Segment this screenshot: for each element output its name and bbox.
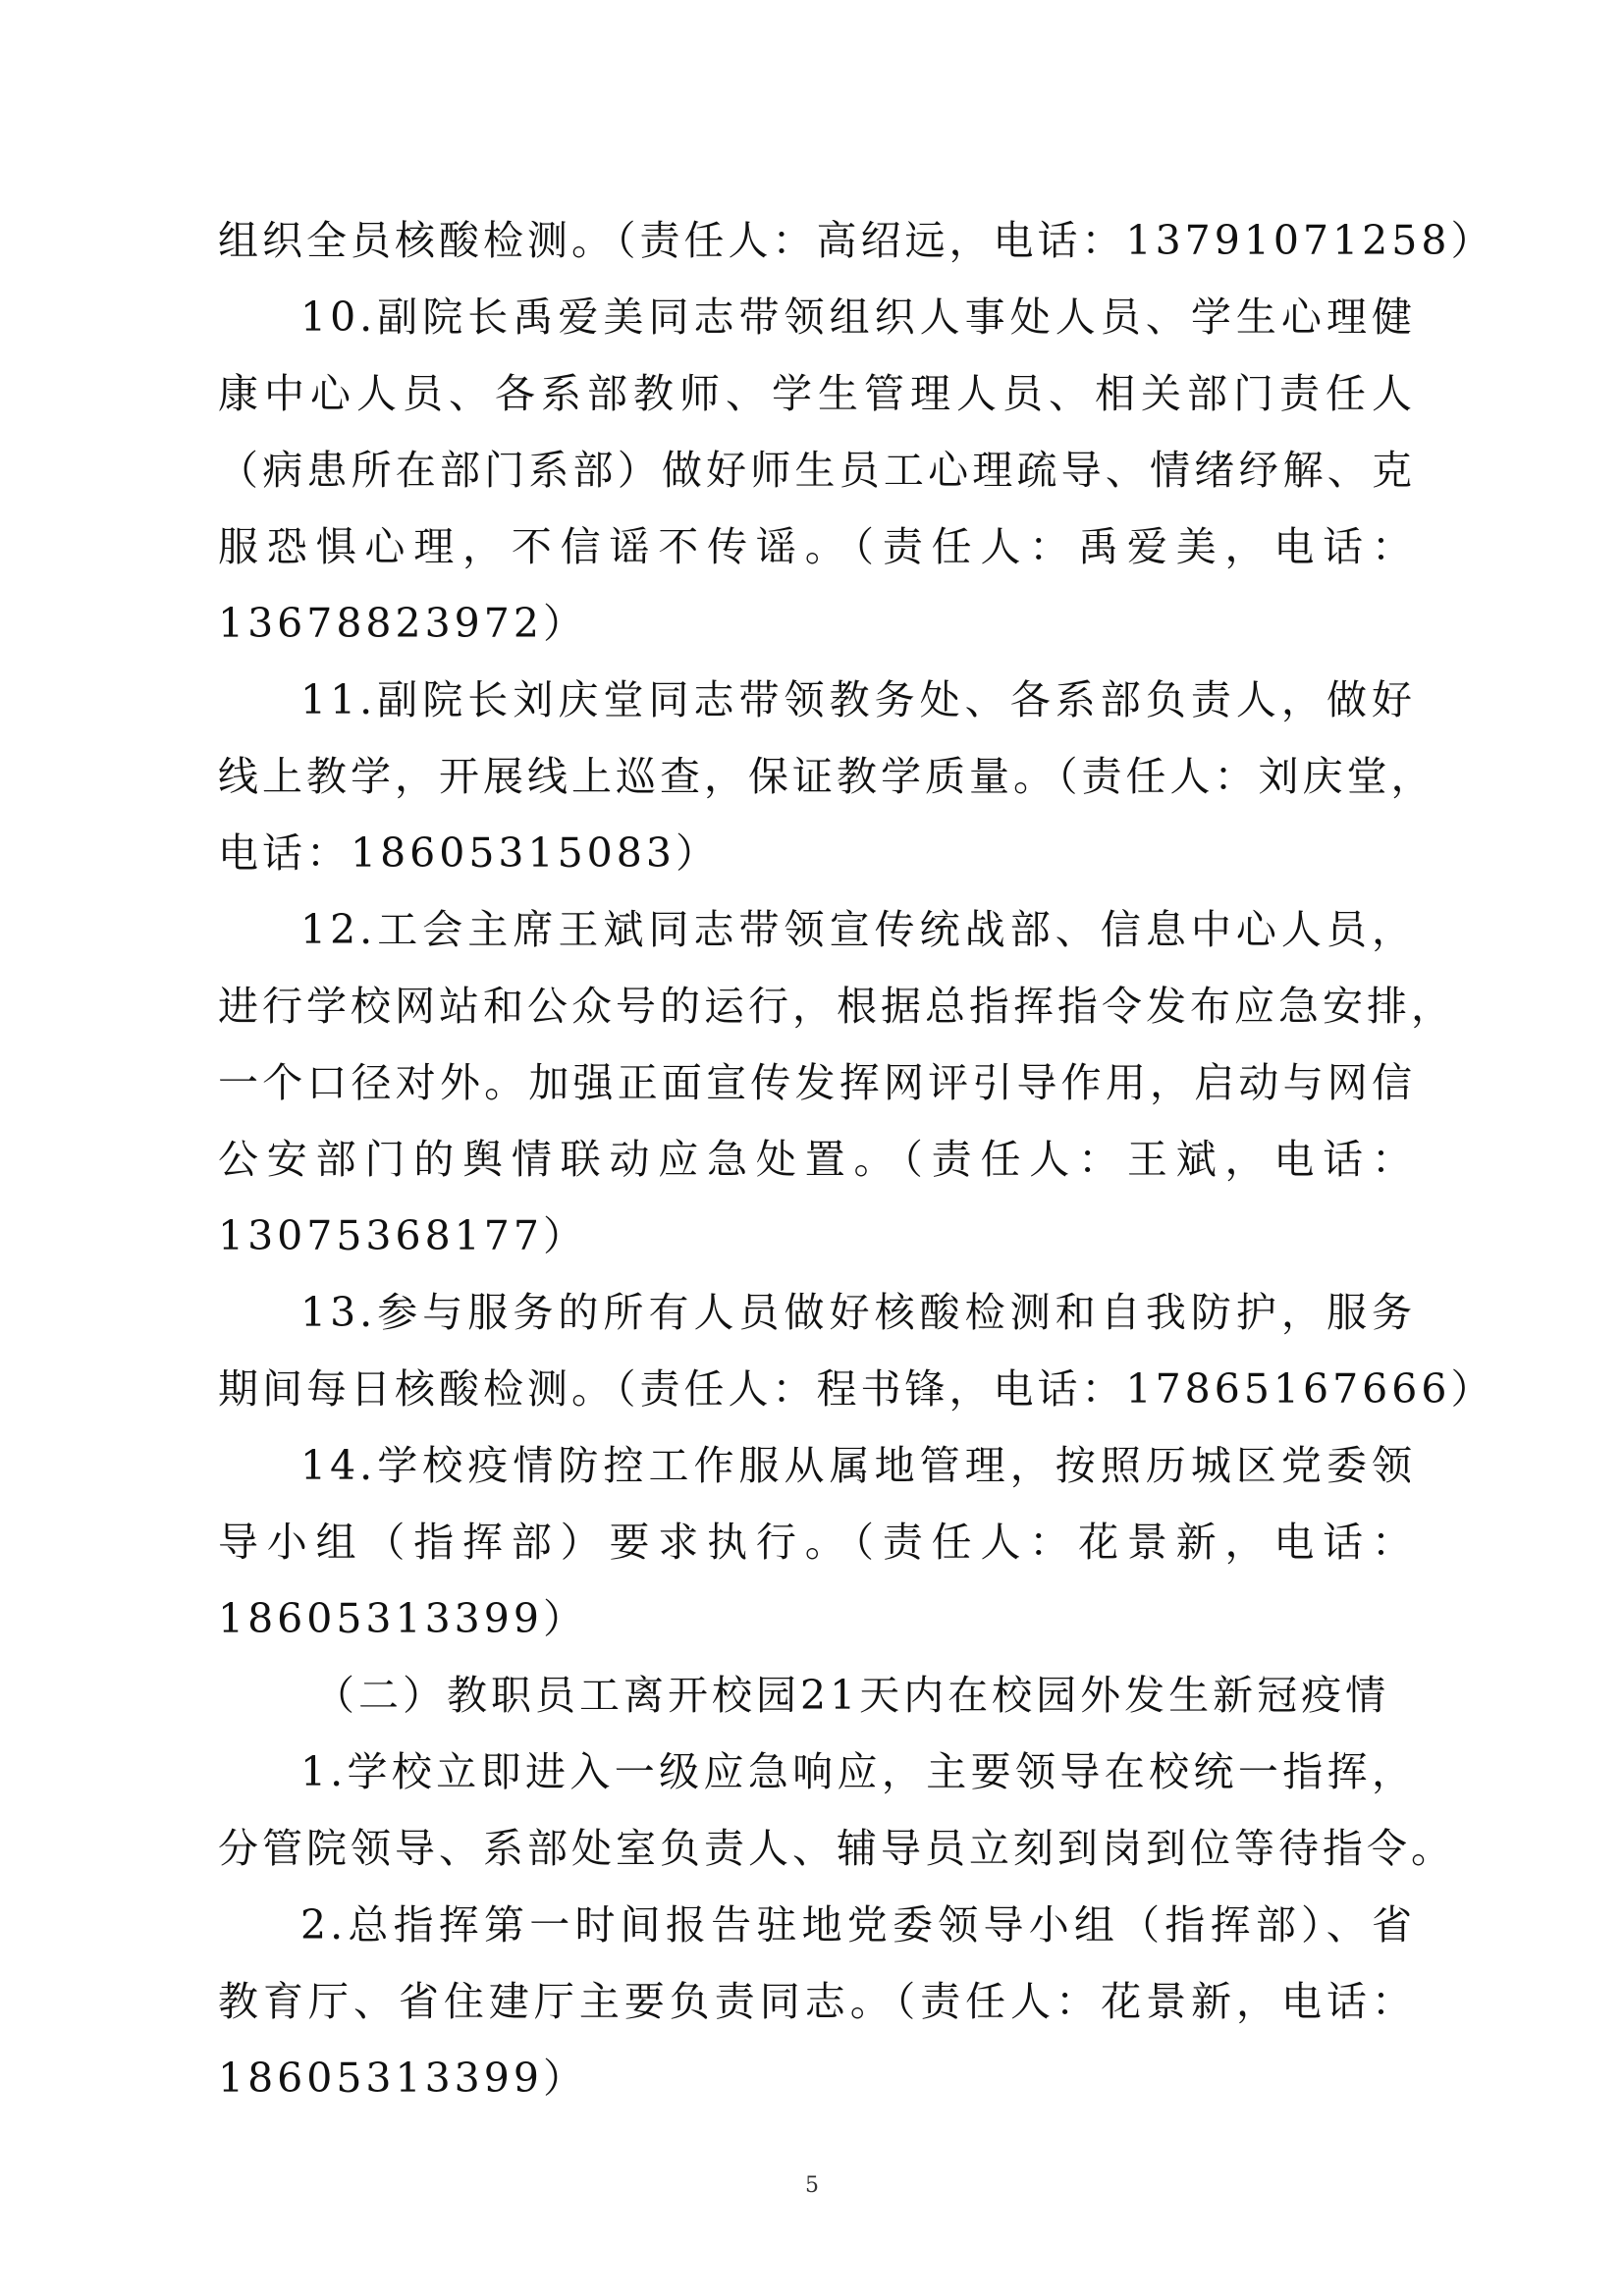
text-line: 10.副院长禹爱美同志带领组织人事处人员、学生心理健 <box>300 294 1416 341</box>
text-line: 线上教学，开展线上巡查，保证教学质量。（责任人：刘庆堂， <box>218 753 1435 800</box>
text-line: 期间每日核酸检测。（责任人：程书锋，电话：17865167666） <box>218 1365 1495 1413</box>
text-line: 18605313399） <box>218 1595 587 1642</box>
text-line: 分管院领导、系部处室负责人、辅导员立刻到岗到位等待指令。 <box>218 1825 1455 1872</box>
text-line: 13075368177） <box>218 1212 587 1259</box>
text-line: 电话：18605315083） <box>218 829 720 877</box>
text-line: 进行学校网站和公众号的运行，根据总指挥指令发布应急安排， <box>218 983 1455 1030</box>
text-line: 12.工会主席王斌同志带领宣传统战部、信息中心人员， <box>300 906 1416 953</box>
text-line: 18605313399） <box>218 2055 587 2102</box>
text-line: 11.副院长刘庆堂同志带领教务处、各系部负责人，做好 <box>300 676 1416 723</box>
text-line: 公安部门的舆情联动应急处置。（责任人：王斌，电话： <box>218 1136 1416 1183</box>
text-line: 服恐惧心理，不信谣不传谣。（责任人：禹爱美，电话： <box>218 523 1416 570</box>
text-line: 一个口径对外。加强正面宣传发挥网评引导作用，启动与网信 <box>218 1059 1416 1106</box>
text-line: （病患所在部门系部）做好师生员工心理疏导、情绪纾解、克 <box>218 447 1416 494</box>
text-line: 13678823972） <box>218 600 587 647</box>
text-line: 康中心人员、各系部教师、学生管理人员、相关部门责任人 <box>218 370 1416 417</box>
text-line: 13.参与服务的所有人员做好核酸检测和自我防护，服务 <box>300 1289 1416 1336</box>
text-line: 组织全员核酸检测。（责任人：高绍远，电话：13791071258） <box>218 217 1495 264</box>
text-line: 2.总指挥第一时间报告驻地党委领导小组（指挥部）、省 <box>300 1901 1416 1949</box>
text-line: 教育厅、省住建厅主要负责同志。（责任人：花景新，电话： <box>218 1978 1416 2025</box>
section-heading: （二）教职员工离开校园21天内在校园外发生新冠疫情 <box>314 1672 1390 1719</box>
text-line: 14.学校疫情防控工作服从属地管理，按照历城区党委领 <box>300 1442 1416 1489</box>
page-number: 5 <box>805 2173 819 2198</box>
text-line: 导小组（指挥部）要求执行。（责任人：花景新，电话： <box>218 1519 1416 1566</box>
text-line: 1.学校立即进入一级应急响应，主要领导在校统一指挥， <box>300 1748 1416 1795</box>
